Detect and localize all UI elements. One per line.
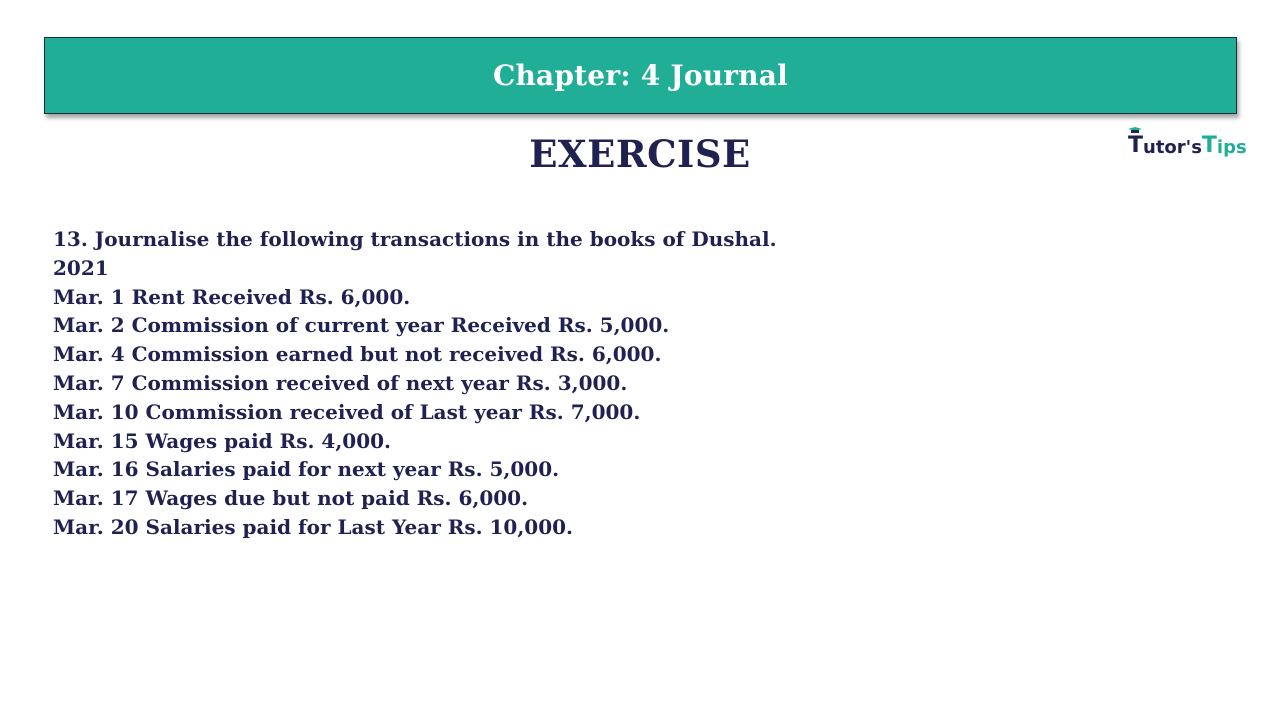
transaction-line: Mar. 20 Salaries paid for Last Year Rs. 10,000. xyxy=(53,514,574,539)
year-text: 2021 xyxy=(53,255,109,280)
transaction-line: Mar. 17 Wages due but not paid Rs. 6,000. xyxy=(53,486,529,511)
slide-title: Chapter: 4 Journal xyxy=(493,59,788,92)
transaction-line: Mar. 16 Salaries paid for next year Rs. 5,000. xyxy=(53,457,560,482)
transaction-line: Mar. 2 Commission of current year Received Rs. 5,000. xyxy=(53,313,670,338)
transaction-line: Mar. 4 Commission earned but not received Rs. 6,000. xyxy=(53,342,662,367)
transaction-line: Mar. 15 Wages paid Rs. 4,000. xyxy=(53,428,392,453)
exercise-heading: EXERCISE xyxy=(529,132,751,176)
transaction-line: Mar. 1 Rent Received Rs. 6,000. xyxy=(53,284,411,309)
transaction-line: Mar. 10 Commission received of Last year Rs. 7,000. xyxy=(53,399,641,424)
graduation-cap-icon xyxy=(1128,127,1142,133)
tutors-tips-logo: T utor's T ips xyxy=(1128,126,1247,158)
title-banner xyxy=(44,37,1237,114)
transaction-line: Mar. 7 Commission received of next year Rs. 3,000. xyxy=(53,370,628,395)
exercise-content xyxy=(53,225,1203,542)
question-text: 13. Journalise the following transactions in the books of Dushal. xyxy=(53,227,777,251)
